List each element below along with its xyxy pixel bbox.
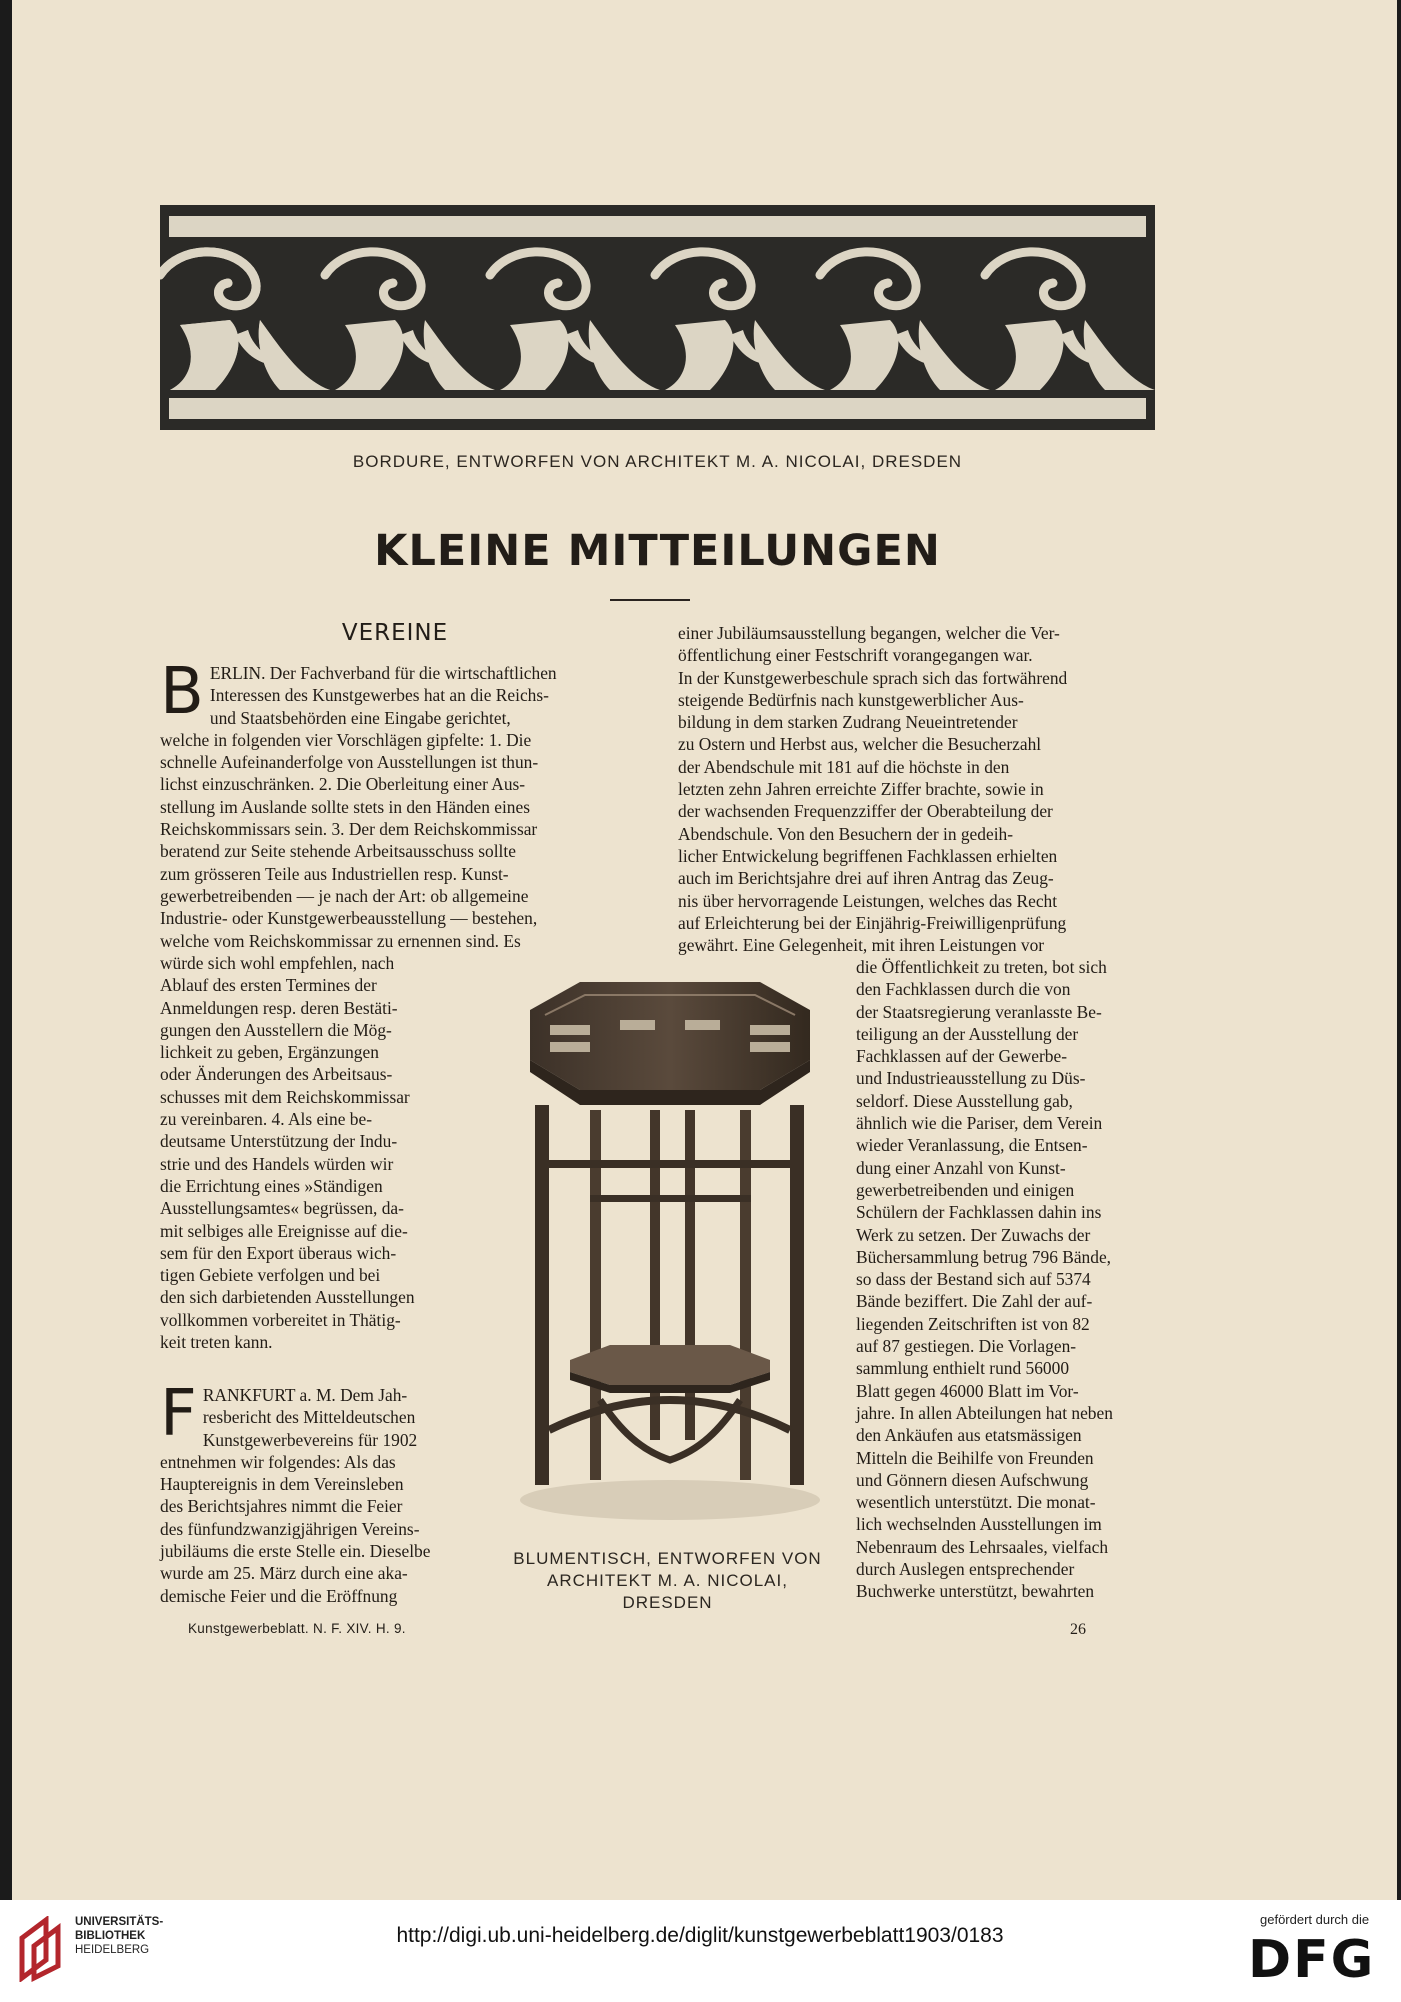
article-line: würde sich wohl empfehlen, nach: [160, 953, 395, 973]
article-line: der wachsenden Frequenzziffer der Oberabteilung der: [678, 801, 1053, 822]
article-line: resbericht des Mitteldeutschen: [202, 1407, 416, 1428]
title-rule: [610, 599, 690, 601]
article-berlin-continued: [160, 952, 477, 1353]
library-line: UNIVERSITÄTS-: [75, 1916, 164, 1928]
article-line: gewerbetreibenden — je nach der Art: ob allgemeine: [160, 885, 529, 906]
ub-heidelberg-logo[interactable]: [18, 1916, 68, 1982]
article-line: und Industrieausstellung zu Düs-: [856, 1068, 1086, 1089]
blumentisch-photo: [490, 960, 845, 1530]
article-line: die Errichtung eines »Ständigen: [160, 1175, 383, 1196]
article-line: strie und des Handels würden wir: [160, 1153, 394, 1174]
page-number: 26: [1070, 1621, 1086, 1638]
digitisation-bar: [0, 1900, 1401, 2002]
caption-line: BLUMENTISCH, ENTWORFEN VON: [513, 1549, 822, 1568]
library-line: HEIDELBERG: [75, 1944, 150, 1956]
right-column-narrow: [856, 956, 1170, 1603]
article-line: sem für den Export überaus wich-: [160, 1242, 397, 1263]
article-line: lichst einzuschränken. 2. Die Oberleitung einer Aus-: [160, 774, 526, 795]
caption-line: DRESDEN: [622, 1593, 713, 1612]
article-line: tigen Gebiete verfolgen und bei: [160, 1265, 381, 1286]
article-line: Mitteln die Beihilfe von Freunden: [856, 1447, 1094, 1468]
article-line: oder Änderungen des Arbeitsaus-: [160, 1064, 393, 1085]
article-line: seldorf. Diese Ausstellung gab,: [856, 1090, 1073, 1111]
page-title: KLEINE MITTEILUNGEN: [374, 526, 941, 576]
dropcap-f: F: [160, 1377, 197, 1451]
article-line: keit treten kann.: [160, 1332, 273, 1353]
article-line: den sich darbietenden Ausstellungen: [160, 1287, 415, 1308]
article-line: Kunstgewerbevereins für 1902: [202, 1429, 418, 1450]
article-line: letzten zehn Jahren erreichte Ziffer brachte, sowie in: [678, 779, 1044, 800]
article-line: auf 87 gestiegen. Die Vorlagen-: [856, 1336, 1077, 1357]
article-line: die Öffentlichkeit zu treten, bot sich: [856, 957, 1107, 977]
article-line: Werk zu setzen. Der Zuwachs der: [856, 1224, 1091, 1245]
article-line: Büchersammlung betrug 796 Bände,: [856, 1246, 1112, 1267]
article-line: Ausstellungsamtes« begrüssen, da-: [160, 1198, 404, 1219]
article-line: der Staatsregierung veranlasste Be-: [856, 1001, 1102, 1022]
article-line: Hauptereignis in dem Vereinsleben: [160, 1474, 404, 1495]
article-line: lich wechselnden Ausstellungen im: [856, 1514, 1102, 1535]
library-line: BIBLIOTHEK: [75, 1930, 146, 1942]
journal-footer: Kunstgewerbeblatt. N. F. XIV. H. 9.: [188, 1621, 406, 1636]
article-line: und Staatsbehörden eine Eingabe gerichtet,: [209, 707, 511, 728]
article-line: deutsame Unterstützung der Indu-: [160, 1131, 398, 1152]
article-line: Fachklassen auf der Gewerbe-: [856, 1046, 1068, 1067]
article-line: Buchwerke unterstützt, bewahrten: [856, 1581, 1095, 1602]
article-line: auf Erleichterung bei der Einjährig-Freiwilligenprüfung: [678, 912, 1067, 933]
article-line: RANKFURT a. M. Dem Jah-: [202, 1385, 408, 1405]
article-line: Nebenraum des Lehrsaales, vielfach: [856, 1536, 1109, 1557]
article-line: teiligung an der Ausstellung der: [856, 1023, 1079, 1044]
article-line: Schülern der Fachklassen dahin ins: [856, 1202, 1102, 1223]
article-line: des fünfundzwanzigjährigen Vereins-: [160, 1518, 420, 1539]
article-line: einer Jubiläumsausstellung begangen, welcher die Ver-: [678, 623, 1060, 643]
article-line: des Berichtsjahres nimmt die Feier: [160, 1496, 403, 1517]
article-line: dung einer Anzahl von Kunst-: [856, 1157, 1066, 1178]
article-line: jahre. In allen Abteilungen hat neben: [856, 1402, 1113, 1423]
article-line: gungen den Ausstellern die Mög-: [160, 1019, 392, 1040]
dropcap-b: B: [160, 655, 204, 729]
article-line: In der Kunstgewerbeschule sprach sich das fortwährend: [678, 667, 1068, 688]
article-line: schusses mit dem Reichskommissar: [160, 1086, 410, 1107]
article-line: jubiläums die erste Stelle ein. Dieselbe: [160, 1541, 431, 1562]
article-line: Blatt gegen 46000 Blatt im Vor-: [856, 1380, 1079, 1401]
article-line: beratend zur Seite stehende Arbeitsausschuss sollte: [160, 841, 516, 862]
article-line: zu Ostern und Herbst aus, welcher die Besucherzahl: [678, 734, 1042, 755]
article-line: der Abendschule mit 181 auf die höchste in den: [678, 756, 1010, 777]
article-line: nis über hervorragende Leistungen, welches das Recht: [678, 890, 1058, 911]
article-line: Industrie- oder Kunstgewerbeausstellung — bestehen,: [160, 908, 538, 929]
article-line: Bände beziffert. Die Zahl der auf-: [856, 1291, 1093, 1312]
dfg-logo[interactable]: DFG: [1248, 1930, 1376, 1990]
article-line: liegenden Zeitschriften ist von 82: [856, 1313, 1090, 1334]
article-line: wurde am 25. März durch eine aka-: [160, 1563, 408, 1584]
article-line: bildung in dem starken Zudrang Neueintretender: [678, 712, 1018, 733]
article-line: Anmeldungen resp. deren Bestäti-: [160, 997, 398, 1018]
article-berlin: [160, 655, 630, 952]
article-line: wesentlich unterstützt. Die monat-: [856, 1492, 1096, 1513]
article-line: entnehmen wir folgendes: Als das: [160, 1451, 396, 1472]
article-line: auch im Berichtsjahre drei auf ihren Antrag das Zeug-: [678, 868, 1054, 889]
article-line: gewerbetreibenden und einigen: [856, 1179, 1075, 1200]
caption-line: ARCHITEKT M. A. NICOLAI,: [547, 1571, 788, 1590]
article-line: vollkommen vorbereitet in Thätig-: [160, 1309, 401, 1330]
funding-label: gefördert durch die: [1260, 1912, 1370, 1927]
article-line: schnelle Aufeinanderfolge von Ausstellungen ist thun-: [160, 752, 539, 773]
article-line: Ablauf des ersten Termines der: [160, 975, 377, 996]
article-line: demische Feier und die Eröffnung: [160, 1585, 398, 1606]
article-line: den Ankäufen aus etatsmässigen: [856, 1425, 1082, 1446]
article-line: gewährt. Eine Gelegenheit, mit ihren Leistungen vor: [678, 935, 1045, 956]
article-line: öffentlichung einer Festschrift vorangegangen war.: [678, 645, 1033, 666]
bordure-ornament: [160, 205, 1155, 430]
article-line: zu vereinbaren. 4. Als eine be-: [160, 1109, 372, 1130]
article-line: so dass der Bestand sich auf 5374: [856, 1269, 1091, 1290]
permalink-url[interactable]: http://digi.ub.uni-heidelberg.de/diglit/kunstgewerbeblatt1903/0183: [396, 1924, 1004, 1947]
article-line: zum grösseren Teile aus Industriellen resp. Kunst-: [160, 863, 509, 884]
article-line: den Fachklassen durch die von: [856, 979, 1071, 1000]
article-line: Reichskommissars sein. 3. Der dem Reichskommissar: [160, 819, 538, 840]
article-line: licher Entwickelung begriffenen Fachklassen erhielten: [678, 845, 1058, 866]
article-line: sammlung enthielt rund 56000: [856, 1358, 1070, 1379]
article-line: ähnlich wie die Pariser, dem Verein: [856, 1113, 1103, 1134]
article-line: welche vom Reichskommissar zu ernennen sind. Es: [160, 930, 521, 951]
article-line: stellung im Auslande sollte stets in den Händen eines: [160, 796, 530, 817]
section-heading: VEREINE: [341, 620, 449, 646]
article-line: und Gönnern diesen Aufschwung: [856, 1469, 1089, 1490]
article-line: wieder Veranlassung, die Entsen-: [856, 1135, 1088, 1156]
article-line: steigende Bedürfnis nach kunstgewerblicher Aus-: [678, 689, 1024, 710]
blumentisch-caption: [490, 1548, 845, 1614]
ub-heidelberg-text: [75, 1915, 163, 1957]
right-column-wide: [678, 622, 1170, 956]
article-line: lichkeit zu geben, Ergänzungen: [160, 1042, 379, 1063]
article-frankfurt: [160, 1377, 477, 1607]
bordure-caption: BORDURE, ENTWORFEN VON ARCHITEKT M. A. NICOLAI, DRESDEN: [352, 452, 963, 471]
article-line: mit selbiges alle Ereignisse auf die-: [160, 1220, 408, 1241]
article-line: Abendschule. Von den Besuchern der in gedeih-: [678, 823, 1014, 844]
article-line: durch Auslegen entsprechender: [856, 1559, 1075, 1580]
article-line: Interessen des Kunstgewerbes hat an die Reichs-: [209, 685, 549, 706]
article-line: ERLIN. Der Fachverband für die wirtschaftlichen: [209, 663, 557, 683]
article-line: welche in folgenden vier Vorschlägen gipfelte: 1. Die: [160, 729, 532, 750]
